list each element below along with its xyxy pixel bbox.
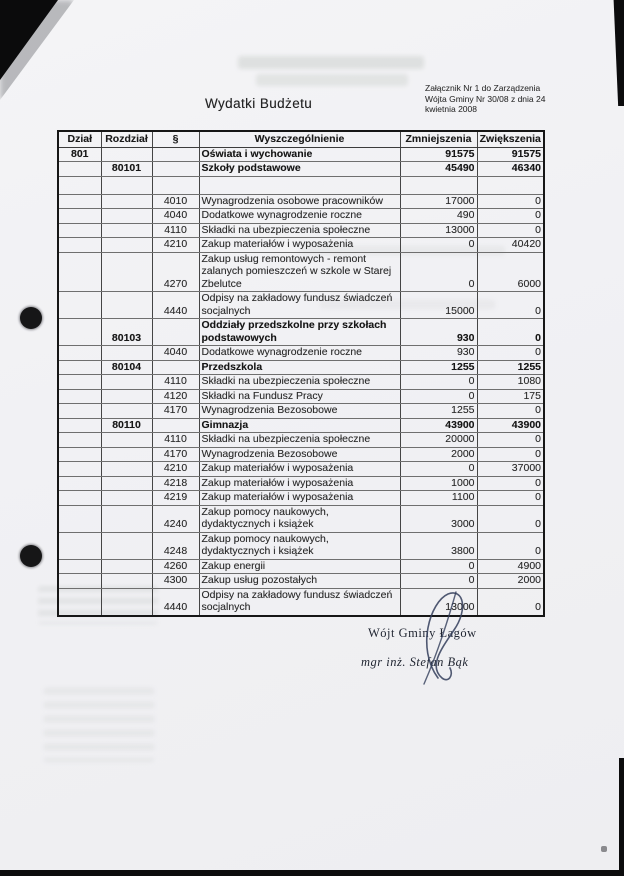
- hole-punch-top: [20, 307, 42, 329]
- cell-description: Wynagrodzenia Bezosobowe: [199, 404, 400, 419]
- cell-rozdzial: 80110: [101, 418, 152, 433]
- cell-increase: 43900: [477, 418, 544, 433]
- cell-increase: 175: [477, 389, 544, 404]
- cell-increase: 6000: [477, 252, 544, 292]
- cell-paragraph: 4219: [152, 491, 199, 506]
- table-row: [58, 588, 544, 616]
- signature-title: Wójt Gminy Łagów: [368, 626, 477, 640]
- table-row: [58, 223, 544, 238]
- attachment-note-line-2: Wójta Gminy Nr 30/08 z dnia 24: [425, 93, 546, 104]
- col-header-rozdzial: Rozdział: [101, 131, 152, 147]
- table-row: [58, 404, 544, 419]
- bleed-through-artifact: [238, 56, 424, 69]
- table-row: [58, 559, 544, 574]
- cell-decrease: 0: [400, 238, 477, 253]
- cell-dzial: [58, 238, 101, 253]
- cell-dzial: [58, 346, 101, 361]
- cell-decrease: 45490: [400, 162, 477, 177]
- table-row: [58, 360, 544, 375]
- cell-increase: 0: [477, 319, 544, 346]
- col-header-paragraph: §: [152, 131, 199, 147]
- cell-dzial: [58, 292, 101, 319]
- cell-description: Zakup pomocy naukowych, dydaktycznych i książek: [199, 505, 400, 532]
- cell-paragraph: 4040: [152, 346, 199, 361]
- cell-rozdzial: [101, 209, 152, 224]
- attachment-note-line-1: Załącznik Nr 1 do Zarządzenia: [425, 83, 541, 93]
- cell-decrease: 20000: [400, 433, 477, 448]
- table-row: [58, 209, 544, 224]
- cell-increase: 0: [477, 223, 544, 238]
- cell-increase: 1080: [477, 375, 544, 390]
- cell-dzial: [58, 389, 101, 404]
- cell-rozdzial: [101, 532, 152, 559]
- table-row: [58, 505, 544, 532]
- cell-paragraph: 4110: [152, 223, 199, 238]
- cell-description: Składki na ubezpieczenia społeczne: [199, 223, 400, 238]
- cell-rozdzial: 80104: [101, 360, 152, 375]
- cell-rozdzial: [101, 375, 152, 390]
- table-row: [58, 252, 544, 292]
- cell-increase: 0: [477, 346, 544, 361]
- table-row: [58, 162, 544, 177]
- cell-description: Składki na Fundusz Pracy: [199, 389, 400, 404]
- col-header-description: Wyszczególnienie: [199, 131, 400, 147]
- scan-speck: [601, 846, 607, 852]
- table-row: [58, 194, 544, 209]
- cell-increase: [477, 176, 544, 194]
- cell-paragraph: 4440: [152, 588, 199, 616]
- col-header-dzial: Dział: [58, 131, 101, 147]
- cell-description: Zakup materiałów i wyposażenia: [199, 491, 400, 506]
- budget-table: [57, 130, 545, 617]
- folded-corner-artifact: [0, 0, 58, 80]
- cell-paragraph: 4010: [152, 194, 199, 209]
- table-row: [58, 389, 544, 404]
- table-row: [58, 491, 544, 506]
- cell-decrease: 0: [400, 252, 477, 292]
- cell-dzial: [58, 223, 101, 238]
- cell-paragraph: 4210: [152, 462, 199, 477]
- cell-increase: 1255: [477, 360, 544, 375]
- cell-decrease: 1100: [400, 491, 477, 506]
- cell-increase: 0: [477, 433, 544, 448]
- table-row: [58, 418, 544, 433]
- hole-punch-bottom: [20, 545, 42, 567]
- cell-rozdzial: [101, 147, 152, 162]
- cell-paragraph: 4218: [152, 476, 199, 491]
- cell-description: Zakup pomocy naukowych, dydaktycznych i książek: [199, 532, 400, 559]
- cell-rozdzial: [101, 223, 152, 238]
- attachment-note-line-3: kwietnia 2008: [425, 104, 477, 114]
- cell-paragraph: 4440: [152, 292, 199, 319]
- col-header-decrease: Zmniejszenia: [400, 131, 477, 147]
- cell-paragraph: [152, 162, 199, 177]
- table-row: [58, 147, 544, 162]
- cell-increase: 0: [477, 532, 544, 559]
- cell-rozdzial: [101, 194, 152, 209]
- cell-paragraph: 4110: [152, 375, 199, 390]
- cell-decrease: 13000: [400, 588, 477, 616]
- bleed-through-artifact: [256, 74, 408, 86]
- cell-dzial: [58, 505, 101, 532]
- cell-dzial: [58, 252, 101, 292]
- cell-description: Oddziały przedszkolne przy szkołach podstawowych: [199, 319, 400, 346]
- cell-decrease: 15000: [400, 292, 477, 319]
- cell-rozdzial: [101, 176, 152, 194]
- cell-increase: 40420: [477, 238, 544, 253]
- cell-description: Zakup materiałów i wyposażenia: [199, 476, 400, 491]
- table-row: [58, 433, 544, 448]
- cell-paragraph: 4300: [152, 574, 199, 589]
- cell-decrease: 3800: [400, 532, 477, 559]
- cell-description: Przedszkola: [199, 360, 400, 375]
- cell-paragraph: 4170: [152, 447, 199, 462]
- cell-dzial: [58, 462, 101, 477]
- cell-rozdzial: [101, 238, 152, 253]
- cell-decrease: 490: [400, 209, 477, 224]
- cell-increase: 91575: [477, 147, 544, 162]
- cell-rozdzial: [101, 447, 152, 462]
- cell-increase: 0: [477, 476, 544, 491]
- cell-increase: 0: [477, 588, 544, 616]
- cell-decrease: [400, 176, 477, 194]
- cell-increase: 37000: [477, 462, 544, 477]
- cell-decrease: 0: [400, 462, 477, 477]
- cell-rozdzial: [101, 476, 152, 491]
- cell-decrease: 0: [400, 559, 477, 574]
- cell-description: Zakup energii: [199, 559, 400, 574]
- cell-rozdzial: [101, 491, 152, 506]
- cell-description: Oświata i wychowanie: [199, 147, 400, 162]
- table-row: [58, 476, 544, 491]
- cell-increase: 0: [477, 292, 544, 319]
- cell-paragraph: [152, 319, 199, 346]
- cell-dzial: [58, 433, 101, 448]
- cell-increase: 0: [477, 491, 544, 506]
- cell-rozdzial: [101, 574, 152, 589]
- table-row: [58, 375, 544, 390]
- cell-description: [199, 176, 400, 194]
- cell-increase: 2000: [477, 574, 544, 589]
- cell-dzial: [58, 491, 101, 506]
- table-row: [58, 346, 544, 361]
- cell-decrease: 0: [400, 574, 477, 589]
- cell-dzial: [58, 574, 101, 589]
- cell-dzial: [58, 476, 101, 491]
- table-row: [58, 319, 544, 346]
- cell-increase: 0: [477, 209, 544, 224]
- cell-paragraph: 4170: [152, 404, 199, 419]
- cell-dzial: [58, 532, 101, 559]
- col-header-increase: Zwiększenia: [477, 131, 544, 147]
- cell-decrease: 0: [400, 389, 477, 404]
- cell-decrease: 2000: [400, 447, 477, 462]
- signature-name: mgr inż. Stefan Bąk: [361, 655, 469, 669]
- cell-dzial: [58, 360, 101, 375]
- cell-description: Zakup usług pozostałych: [199, 574, 400, 589]
- table-row: [58, 292, 544, 319]
- cell-rozdzial: [101, 404, 152, 419]
- cell-rozdzial: [101, 433, 152, 448]
- cell-dzial: [58, 176, 101, 194]
- cell-paragraph: 4210: [152, 238, 199, 253]
- scan-edge-bottom: [0, 870, 624, 876]
- attachment-note: [425, 83, 545, 115]
- cell-dzial: [58, 375, 101, 390]
- cell-description: Odpisy na zakładowy fundusz świadczeń socjalnych: [199, 292, 400, 319]
- table-row: [58, 176, 544, 194]
- cell-dzial: 801: [58, 147, 101, 162]
- cell-description: Składki na ubezpieczenia społeczne: [199, 433, 400, 448]
- cell-rozdzial: [101, 389, 152, 404]
- document-title: Wydatki Budżetu: [205, 96, 313, 111]
- cell-dzial: [58, 162, 101, 177]
- cell-dzial: [58, 588, 101, 616]
- cell-paragraph: [152, 147, 199, 162]
- cell-description: Odpisy na zakładowy fundusz świadczeń socjalnych: [199, 588, 400, 616]
- cell-rozdzial: [101, 559, 152, 574]
- cell-decrease: 43900: [400, 418, 477, 433]
- cell-paragraph: [152, 360, 199, 375]
- cell-decrease: 1000: [400, 476, 477, 491]
- cell-paragraph: 4270: [152, 252, 199, 292]
- cell-dzial: [58, 559, 101, 574]
- cell-paragraph: [152, 418, 199, 433]
- scan-edge-top-right: [611, 0, 624, 106]
- table-row: [58, 238, 544, 253]
- cell-paragraph: 4260: [152, 559, 199, 574]
- cell-increase: 0: [477, 447, 544, 462]
- cell-dzial: [58, 194, 101, 209]
- cell-dzial: [58, 209, 101, 224]
- bleed-through-artifact: [44, 688, 154, 762]
- cell-decrease: 3000: [400, 505, 477, 532]
- cell-decrease: 91575: [400, 147, 477, 162]
- cell-description: Zakup materiałów i wyposażenia: [199, 462, 400, 477]
- cell-decrease: 1255: [400, 404, 477, 419]
- cell-description: Gimnazja: [199, 418, 400, 433]
- cell-description: Zakup materiałów i wyposażenia: [199, 238, 400, 253]
- cell-rozdzial: 80101: [101, 162, 152, 177]
- cell-paragraph: 4110: [152, 433, 199, 448]
- cell-rozdzial: 80103: [101, 319, 152, 346]
- budget-table-body: [58, 147, 544, 616]
- cell-description: Wynagrodzenia Bezosobowe: [199, 447, 400, 462]
- cell-decrease: 1255: [400, 360, 477, 375]
- cell-dzial: [58, 319, 101, 346]
- cell-increase: 0: [477, 404, 544, 419]
- cell-decrease: 13000: [400, 223, 477, 238]
- cell-paragraph: 4120: [152, 389, 199, 404]
- cell-decrease: 930: [400, 319, 477, 346]
- cell-increase: 46340: [477, 162, 544, 177]
- cell-description: Zakup usług remontowych - remont zalanych pomieszczeń w szkole w Starej Zbelutce: [199, 252, 400, 292]
- cell-increase: 0: [477, 194, 544, 209]
- cell-dzial: [58, 404, 101, 419]
- cell-paragraph: [152, 176, 199, 194]
- cell-rozdzial: [101, 588, 152, 616]
- cell-paragraph: 4240: [152, 505, 199, 532]
- cell-rozdzial: [101, 505, 152, 532]
- table-row: [58, 574, 544, 589]
- cell-decrease: 930: [400, 346, 477, 361]
- cell-dzial: [58, 447, 101, 462]
- cell-rozdzial: [101, 346, 152, 361]
- cell-rozdzial: [101, 292, 152, 319]
- cell-rozdzial: [101, 252, 152, 292]
- table-row: [58, 447, 544, 462]
- cell-decrease: 0: [400, 375, 477, 390]
- cell-description: Dodatkowe wynagrodzenie roczne: [199, 209, 400, 224]
- table-header-row: [58, 131, 544, 147]
- cell-increase: 0: [477, 505, 544, 532]
- cell-paragraph: 4040: [152, 209, 199, 224]
- cell-increase: 4900: [477, 559, 544, 574]
- table-row: [58, 532, 544, 559]
- cell-rozdzial: [101, 462, 152, 477]
- cell-paragraph: 4248: [152, 532, 199, 559]
- scan-edge-bottom-right: [619, 758, 624, 876]
- cell-description: Szkoły podstawowe: [199, 162, 400, 177]
- cell-description: Dodatkowe wynagrodzenie roczne: [199, 346, 400, 361]
- table-row: [58, 462, 544, 477]
- cell-description: Składki na ubezpieczenia społeczne: [199, 375, 400, 390]
- cell-description: Wynagrodzenia osobowe pracowników: [199, 194, 400, 209]
- cell-decrease: 17000: [400, 194, 477, 209]
- cell-dzial: [58, 418, 101, 433]
